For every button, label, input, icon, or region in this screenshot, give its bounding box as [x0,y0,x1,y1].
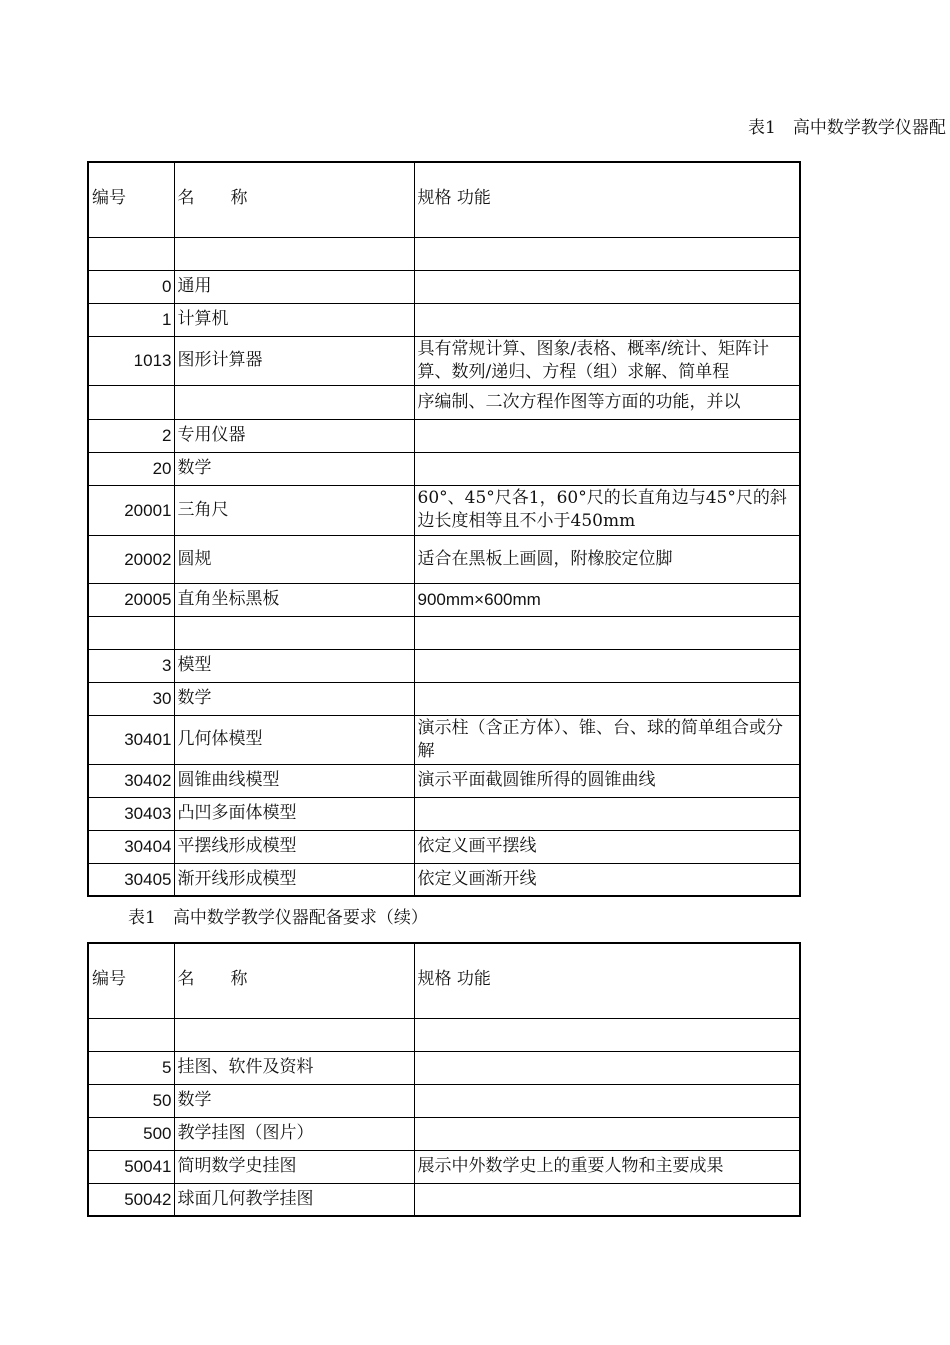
header-row [88,162,800,237]
table-row: 序编制、二次方程作图等方面的功能，并以 [88,385,800,419]
table-row: 30403 凸凹多面体模型 [88,797,800,830]
instrument-table-continued [87,942,801,1217]
table-row: 2 专用仪器 [88,419,800,452]
table-row: 3 模型 [88,649,800,682]
table-row: 20001 三角尺 60°、45°尺各1，60°尺的长直角边与45°尺的斜边长度相等且不小于450mm [88,485,800,535]
instrument-table [87,161,801,897]
table-row: 30402 圆锥曲线模型 演示平面截圆锥所得的圆锥曲线 [88,764,800,797]
header-name: 名 称 [174,162,414,237]
table-row [88,237,800,270]
table-caption-continued: 表1 高中数学教学仪器配备要求（续） [128,908,428,928]
table-row: 20005 直角坐标黑板 900mm×600mm [88,583,800,616]
table-caption: 表1 高中数学教学仪器配 [748,118,946,138]
header-spec: 规格 功能 [414,943,800,1018]
header-row [88,943,800,1018]
table-row: 50042 球面几何教学挂图 [88,1183,800,1216]
table-row: 50 数学 [88,1084,800,1117]
table-row: 500 教学挂图（图片） [88,1117,800,1150]
table-row: 20002 圆规 适合在黑板上画圆，附橡胶定位脚 [88,535,800,583]
table-row [88,616,800,649]
table-row: 30404 平摆线形成模型 依定义画平摆线 [88,830,800,863]
table-row: 50041 简明数学史挂图 展示中外数学史上的重要人物和主要成果 [88,1150,800,1183]
table-row: 1 计算机 [88,303,800,336]
table-row: 1013 图形计算器 具有常规计算、图象/表格、概率/统计、矩阵计算、数列/递归、方程（组）求解、简单程 [88,336,800,385]
table-row: 30401 几何体模型 演示柱（含正方体）、锥、台、球的简单组合或分解 [88,715,800,764]
table-row: 30 数学 [88,682,800,715]
header-spec: 规格 功能 [414,162,800,237]
table-row: 30405 渐开线形成模型 依定义画渐开线 [88,863,800,896]
table-row: 0 通用 [88,270,800,303]
table-row: 5 挂图、软件及资料 [88,1051,800,1084]
header-name: 名 称 [174,943,414,1018]
header-code: 编号 [88,162,174,237]
header-code: 编号 [88,943,174,1018]
table-row: 20 数学 [88,452,800,485]
table-row [88,1018,800,1051]
